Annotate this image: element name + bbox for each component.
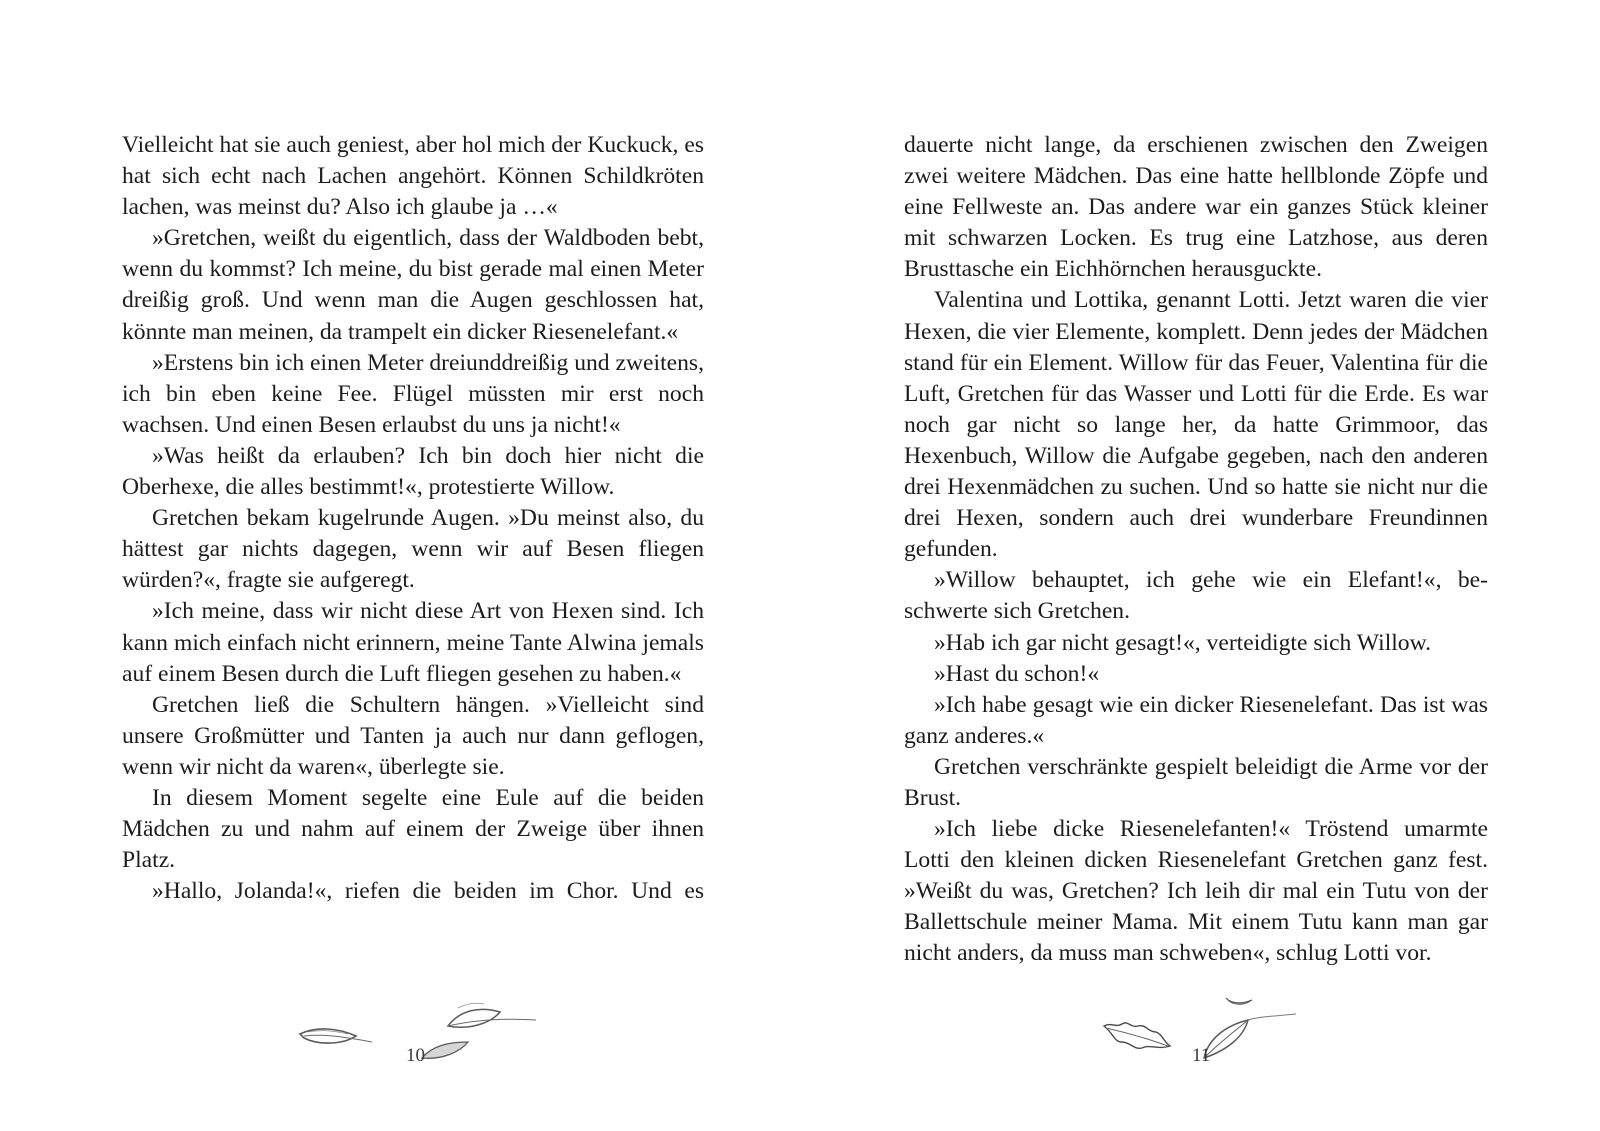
paragraph: Gretchen ließ die Schultern hängen. »Vielleicht sind unsere Großmütter und Tanten ja auch nur dann geflogen, wenn wir nicht da waren«, überlegte sie.	[122, 691, 704, 780]
paragraph: »Ich habe gesagt wie ein dicker Riesenelefant. Das ist was ganz anderes.«	[904, 691, 1488, 749]
paragraph: »Ich meine, dass wir nicht diese Art von Hexen sind. Ich kann mich einfach nicht erinnern, meine Tante Alwina jemals auf einem Besen durch die Luft fliegen gesehen zu haben.«	[122, 598, 704, 687]
right-page-text	[904, 130, 1488, 970]
paragraph: »Hast du schon!«	[934, 660, 1100, 687]
oak-leaf-icon	[1100, 1016, 1172, 1056]
paragraph: Gretchen verschränkte gespielt beleidigt die Arme vor der Brust.	[904, 753, 1488, 811]
paragraph: Valentina und Lottika, genannt Lotti. Jetzt waren die vier Hexen, die vier Elemente, komplett. Denn jedes der Mädchen stand für ein Element. Willow für das Feuer, Valentina für die Luft, Gretchen für das Wasser und Lotti für die Erde. Es war noch gar nicht so lange her, da hatte Grimmoor, das Hexenbuch, Willow die Aufgabe gegeben, nach den anderen drei Hexenmädchen zu suchen. Und so hatte sie nicht nur die drei Hexen, sondern auch drei wunderbare Freundinnen gefunden.	[904, 287, 1488, 563]
paragraph: »Gretchen, weißt du eigentlich, dass der Waldboden bebt, wenn du kommst? Ich meine, du bist gerade mal einen Meter dreißig groß. Und wenn man die Augen geschlossen hat, könnte man meinen, da trampelt ein dicker Riesenelefant.«	[122, 225, 704, 345]
paragraph: In diesem Moment segelte eine Eule auf die beiden Mädchen zu und nahm auf einem der Zweige über ihnen Platz.	[122, 784, 704, 874]
right-page	[800, 0, 1600, 1131]
paragraph: Gretchen bekam kugelrunde Augen. »Du meinst also, du hättest gar nichts dagegen, wenn wir auf Besen fliegen würden?«, fragte sie aufgeregt.	[122, 505, 704, 594]
page-number: 10	[406, 1045, 425, 1066]
paragraph: »Hab ich gar nicht gesagt!«, verteidigte sich Willow.	[934, 629, 1432, 656]
leaf-icon	[1200, 1010, 1300, 1062]
paragraph: »Ich liebe dicke Riesenelefanten!« Tröstend umarmte Lotti den kleinen dicken Riesenelefant Gretchen ganz fest. »Weißt du was, Gretchen? Ich leih dir mal ein Tutu von der Ballettschule meiner Mama. Mit einem Tutu kann man gar nicht anders, da muss man schweben«, schlug Lotti vor.	[904, 816, 1488, 967]
petal-icon	[1224, 992, 1254, 1008]
leaf-icon	[418, 1036, 474, 1064]
paragraph: Vielleicht hat sie auch geniest, aber hol mich der Kuckuck, es hat sich echt nach Lachen angehört. Können Schildkröten lachen, was meinst du? Also ich glaube ja …«	[122, 132, 704, 221]
paragraph: »Erstens bin ich einen Meter dreiunddreißig und zweitens, ich bin eben keine Fee. Flügel müssten mir erst noch wachsen. Und einen Besen erlaubst du uns ja nicht!«	[122, 349, 704, 438]
page-number: 11	[1192, 1045, 1211, 1066]
paragraph: »Willow behauptet, ich gehe wie ein Elefant!«, beschwerte sich Gretchen.	[904, 567, 1488, 625]
leaf-icon	[444, 1000, 540, 1036]
left-page-text	[122, 130, 704, 907]
paragraph: dauerte nicht lange, da erschienen zwischen den Zweigen zwei weitere Mädchen. Das eine hatte hellblonde Zöpfe und eine Fellweste an. Das andere war ein ganzes Stück kleiner mit schwarzen Locken. Es trug eine Latzhose, aus deren Brusttasche ein Eichhörnchen herausguckte.	[904, 132, 1488, 283]
paragraph: »Hallo, Jolanda!«, riefen die beiden im Chor. Und es	[152, 878, 704, 905]
paragraph: »Was heißt da erlauben? Ich bin doch hier nicht die Oberhexe, die alles bestimmt!«, protestierte Willow.	[122, 442, 704, 501]
leaf-icon	[298, 1022, 378, 1052]
